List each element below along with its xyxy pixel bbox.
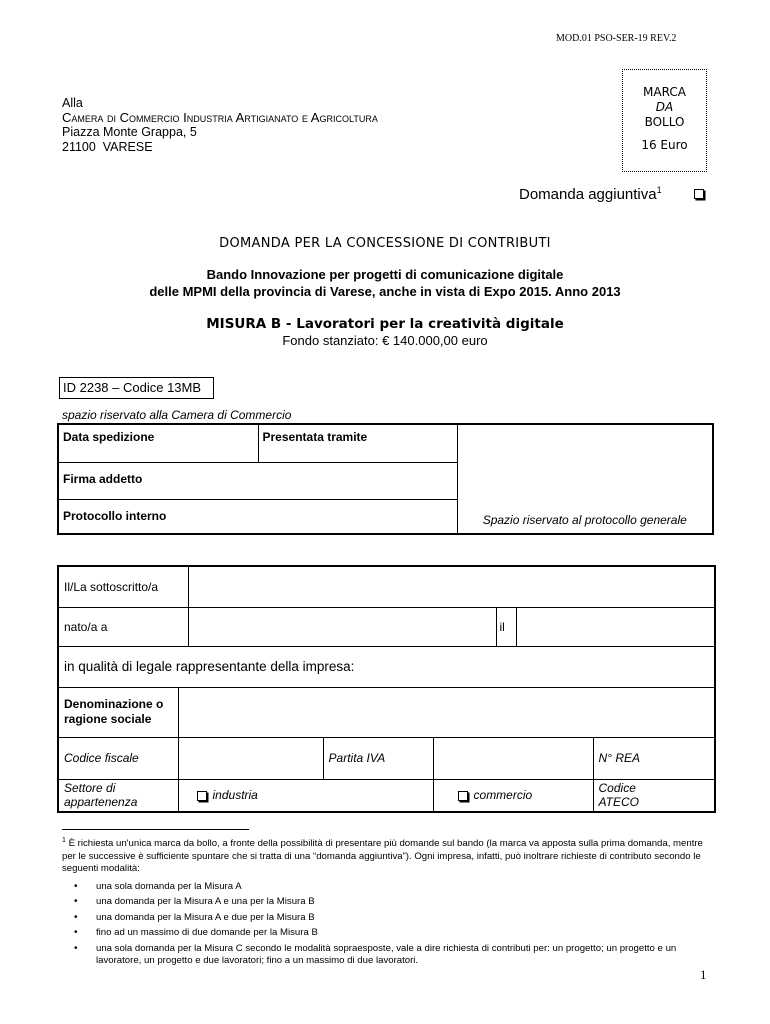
label-presentata-tramite: Presentata tramite	[262, 430, 368, 444]
industria-checkbox[interactable]	[197, 791, 207, 801]
footnote-item: • una sola domanda per la Misura A	[62, 881, 717, 893]
footnote-item: • una sola domanda per la Misura C secondo le modalità sopraesposte, vale a dire richiesta di contributi per: un progetto; un progetto e un lavoratore, un progetto e due lavoratori; fino a un massimo di due lavoratori.	[62, 943, 717, 967]
footnote-item: • una domanda per la Misura A e una per la Misura B	[62, 896, 717, 908]
footnote-marker: 1	[62, 837, 66, 844]
cell-data-spedizione	[58, 424, 258, 462]
bando-line-1: Bando Innovazione per progetti di comunicazione digitale	[206, 267, 564, 282]
cell-n-rea	[593, 737, 715, 779]
denominazione-field[interactable]	[178, 687, 715, 737]
recipient-line-city: 21100 VARESE	[62, 139, 153, 154]
sottoscritto-field[interactable]	[188, 566, 715, 607]
cell-firma-addetto	[58, 462, 457, 499]
footnote-ref: 1	[656, 185, 662, 195]
reserved-table	[57, 423, 714, 535]
applicant-table	[57, 565, 716, 813]
label-firma-addetto: Firma addetto	[63, 471, 143, 486]
stamp-box	[622, 69, 707, 172]
commercio-checkbox[interactable]	[458, 791, 468, 801]
stamp-amount: 16 Euro	[641, 138, 688, 152]
reserved-caption: spazio riservato alla Camera di Commercio	[62, 408, 292, 422]
label-nato-a: nato/a a	[64, 619, 108, 634]
cell-denominazione-label	[58, 687, 178, 737]
id-box: ID 2238 – Codice 13MB	[59, 377, 214, 399]
cell-commercio[interactable]	[433, 779, 593, 812]
fondo-stanziato: Fondo stanziato: € 140.000,00 euro	[282, 333, 488, 348]
cell-presentata-tramite	[258, 424, 457, 462]
label-partita-iva: Partita IVA	[328, 751, 386, 765]
footnote-list	[62, 881, 717, 967]
domanda-aggiuntiva-label: Domanda aggiuntiva	[519, 186, 657, 203]
footnote-text: È richiesta un'unica marca da bollo, a fronte della possibilità di presentare più domande sul bando (la marca va apposta sulla prima domanda, mentre per le successive è sufficiente spuntare che si tratta di una “domanda aggiuntiva”). Ogni impresa, infatti, può inoltrare richieste di contributo secondo le seguenti modalità:	[62, 838, 703, 875]
stamp-line-da: DA	[655, 100, 674, 114]
cell-qualita	[58, 646, 715, 687]
label-settore: Settore di appartenenza	[64, 781, 138, 810]
bando-line-2: delle MPMI della provincia di Varese, anche in vista di Expo 2015. Anno 2013	[149, 284, 621, 299]
codice-fiscale-field[interactable]	[178, 737, 323, 779]
domanda-aggiuntiva-checkbox[interactable]	[694, 189, 704, 199]
cell-nato-label	[58, 607, 188, 646]
cell-industria[interactable]	[178, 779, 433, 812]
stamp-line-marca: MARCA	[643, 85, 686, 99]
form-title: DOMANDA PER LA CONCESSIONE DI CONTRIBUTI	[219, 236, 551, 251]
cell-partita-iva	[323, 737, 433, 779]
cell-il-label	[496, 607, 516, 646]
page-number: 1	[700, 967, 707, 982]
footnote	[62, 835, 717, 970]
label-data-spedizione: Data spedizione	[63, 430, 155, 444]
nato-a-field[interactable]	[188, 607, 496, 646]
cell-settore-label	[58, 779, 178, 812]
label-sottoscritto: Il/La sottoscritto/a	[64, 579, 159, 594]
domanda-aggiuntiva	[519, 185, 662, 203]
footnote-item: • una domanda per la Misura A e due per la Misura B	[62, 912, 717, 924]
cell-codice-fiscale-label	[58, 737, 178, 779]
label-denominazione: Denominazione o ragione sociale	[64, 697, 164, 726]
partita-iva-field[interactable]	[433, 737, 593, 779]
label-protocollo-generale: Spazio riservato al protocollo generale	[482, 513, 687, 527]
cell-codice-ateco	[593, 779, 715, 812]
label-industria: industria	[212, 788, 258, 803]
label-n-rea: N° REA	[598, 751, 640, 765]
stamp-line-bollo: BOLLO	[644, 115, 685, 129]
recipient-line-camera: Camera di Commercio Industria Artigianato e Agricoltura	[62, 109, 378, 125]
label-protocollo-interno: Protocollo interno	[63, 508, 167, 523]
cell-sottoscritto-label	[58, 566, 188, 607]
footnote-separator	[62, 829, 249, 830]
recipient-line-alla: Alla	[62, 96, 83, 110]
label-codice-fiscale: Codice fiscale	[64, 751, 139, 765]
recipient-address	[62, 96, 378, 154]
recipient-line-street: Piazza Monte Grappa, 5	[62, 125, 197, 139]
cell-protocollo-generale	[457, 424, 713, 534]
footnote-item: • fino ad un massimo di due domande per la Misura B	[62, 927, 717, 939]
label-codice-ateco: Codice ATECO	[598, 781, 639, 810]
data-nascita-field[interactable]	[516, 607, 715, 646]
label-qualita: in qualità di legale rappresentante della impresa:	[64, 659, 355, 674]
cell-protocollo-interno	[58, 499, 457, 534]
label-commercio: commercio	[473, 788, 533, 803]
label-il: il	[499, 619, 505, 634]
misura-title: MISURA B - Lavoratori per la creatività digitale	[206, 316, 564, 332]
module-code: MOD.01 PSO-SER-19 REV.2	[556, 33, 677, 44]
